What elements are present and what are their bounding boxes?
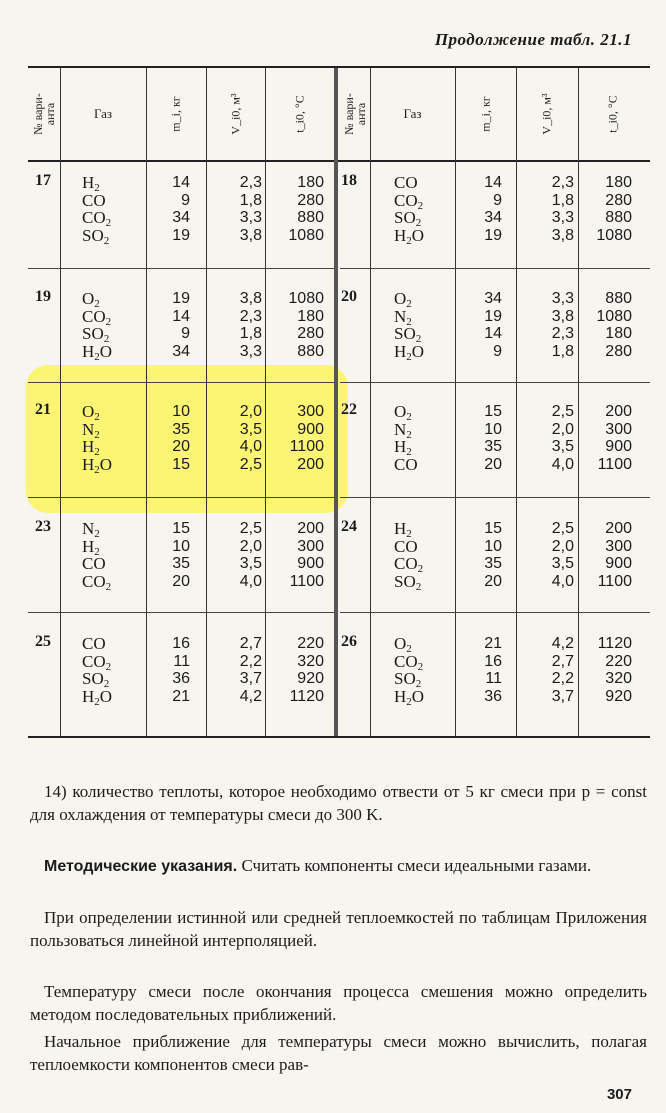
volume-value (518, 174, 574, 244)
volume-value-cell: 2,7 (551, 652, 574, 670)
paragraph-text: Считать компоненты смеси идеальными газами. (237, 856, 592, 875)
gas-formula-cell: S O 2 (394, 208, 422, 229)
temperature-value-cell: 920 (297, 670, 324, 687)
volume-value-cell: 2,5 (551, 520, 574, 537)
temperature-value-cell: 300 (605, 537, 632, 555)
gas-formula-cell: C O 2 (394, 190, 424, 212)
header-temp-label: t_i0, °C (605, 95, 620, 133)
temperature-value-cell: 1100 (597, 572, 632, 590)
gas-formula-cell: S O 2 (394, 324, 422, 345)
table-column-divider (265, 68, 266, 736)
gas-formula-cell: C O (394, 173, 418, 192)
mass-value-cell: 36 (172, 670, 190, 687)
paragraph-lead: Методические указания. (44, 858, 238, 875)
mass-value-cell: 14 (484, 325, 502, 342)
table-row-divider (28, 612, 334, 613)
volume-value (206, 174, 262, 244)
temperature-value-cell: 1120 (289, 687, 324, 705)
paragraph (30, 1030, 647, 1076)
volume-value-cell: 2,2 (239, 652, 262, 670)
volume-value-cell: 2,5 (239, 520, 262, 537)
gas-formula-cell: H 2 (82, 536, 100, 558)
volume-value-cell: 1,8 (551, 191, 574, 209)
gas-formula-cell: H 2 O (394, 225, 425, 247)
gas-formula (394, 289, 425, 363)
temperature-value (578, 635, 632, 705)
temperature-value-cell: 280 (605, 342, 632, 360)
paragraph (30, 854, 647, 878)
volume-value-cell: 3,8 (239, 290, 262, 307)
volume-value-cell: 2,7 (239, 635, 262, 652)
temperature-value-cell: 880 (605, 290, 632, 307)
header-gas (370, 70, 455, 158)
mass-value-cell: 10 (172, 537, 190, 555)
volume-value-cell: 2,5 (239, 455, 262, 473)
table-column-divider (455, 68, 456, 736)
gas-formula-cell: C O (82, 190, 106, 210)
header-mass (455, 70, 516, 158)
mass-value-cell: 35 (484, 438, 502, 455)
gas-formula-cell: N 2 (394, 419, 412, 441)
mass-value-cell: 19 (484, 307, 502, 325)
mass-value (148, 174, 190, 244)
variant-number: 23 (35, 518, 51, 535)
gas-formula (82, 173, 112, 247)
table-row-divider (28, 382, 334, 383)
volume-value-cell: 3,3 (239, 209, 262, 226)
volume-value-cell: 2,0 (551, 420, 574, 438)
mass-value-cell: 19 (172, 290, 190, 307)
volume-value-cell: 2,3 (239, 307, 262, 325)
mass-value-cell: 10 (172, 403, 190, 420)
mass-value (460, 520, 502, 590)
temperature-value-cell: 280 (297, 191, 324, 209)
temperature-value-cell: 1080 (596, 226, 632, 244)
temperature-value (578, 520, 632, 590)
mass-value-cell: 10 (484, 537, 502, 555)
temperature-value-cell: 880 (605, 209, 632, 226)
mass-value-cell: 19 (484, 226, 502, 244)
volume-value-cell: 3,5 (551, 438, 574, 455)
volume-value-cell: 3,7 (239, 670, 262, 687)
gas-formula-cell: S O 2 (394, 571, 422, 593)
mass-value-cell: 19 (172, 226, 190, 244)
header-volume-label: V_i0, м³ (539, 93, 554, 135)
variant-number: 25 (35, 633, 51, 650)
temperature-value-cell: 1100 (289, 572, 324, 590)
header-mass (146, 70, 206, 158)
variant-number: 18 (341, 172, 357, 189)
gas-formula-cell: H 2 (82, 173, 100, 194)
volume-value-cell: 3,3 (551, 209, 574, 226)
temperature-value-cell: 280 (297, 325, 324, 342)
volume-value-cell: 2,0 (239, 537, 262, 555)
volume-value-cell: 3,3 (239, 342, 262, 360)
mass-value-cell: 34 (172, 209, 190, 226)
volume-value-cell: 1,8 (551, 342, 574, 360)
gas-formula-cell: C O (394, 454, 418, 474)
temperature-value-cell: 1080 (288, 290, 324, 307)
variant-number: 22 (341, 401, 357, 418)
temperature-value-cell: 900 (605, 555, 632, 572)
mass-value (460, 403, 502, 473)
header-temp (578, 70, 648, 158)
variant-number: 19 (35, 288, 51, 305)
temperature-value-cell: 220 (297, 635, 324, 652)
gas-formula-cell: S O 2 (82, 225, 110, 247)
gas-formula (82, 289, 113, 363)
variant-number: 24 (341, 518, 357, 535)
mass-value-cell: 21 (484, 635, 502, 652)
volume-value-cell: 4,0 (239, 438, 262, 455)
gas-formula-cell: C O (82, 634, 106, 653)
temperature-value-cell: 900 (297, 420, 324, 438)
volume-value-cell: 2,3 (551, 325, 574, 342)
volume-value (518, 290, 574, 360)
temperature-value-cell: 220 (605, 652, 632, 670)
paragraph-text: Начальное приближение для температуры смеси можно вычислить, полагая теплоемкости компонентов смеси рав- (30, 1032, 647, 1074)
mass-value-cell: 15 (484, 403, 502, 420)
header-variant-label: № вари- анта (31, 93, 58, 135)
table-bottom-rule (28, 736, 650, 738)
temperature-value-cell: 320 (297, 652, 324, 670)
table-row-divider (28, 497, 334, 498)
header-volume (516, 70, 578, 158)
volume-value-cell: 2,2 (551, 670, 574, 687)
mass-value-cell: 9 (493, 191, 502, 209)
volume-value-cell: 3,5 (551, 555, 574, 572)
header-mass-label: m_i, кг (168, 96, 183, 132)
temperature-value (578, 290, 632, 360)
mass-value-cell: 14 (172, 174, 190, 191)
volume-value-cell: 2,0 (551, 537, 574, 555)
header-variant (340, 70, 370, 158)
gas-formula-cell: C O (394, 536, 418, 556)
mass-value-cell: 16 (484, 652, 502, 670)
gas-formula-cell: H 2 O (82, 341, 113, 363)
table-row-divider (340, 268, 650, 269)
volume-value (206, 403, 262, 473)
gas-formula (394, 634, 425, 708)
volume-value-cell: 3,8 (551, 226, 574, 244)
gas-formula (82, 519, 112, 593)
mass-value-cell: 9 (493, 342, 502, 360)
gas-formula-cell: H 2 (82, 437, 100, 458)
table-column-divider (516, 68, 517, 736)
temperature-value-cell: 1080 (596, 307, 632, 325)
gas-formula-cell: C O 2 (394, 651, 424, 673)
table-row-divider (28, 268, 334, 269)
variant-number: 17 (35, 172, 51, 189)
temperature-value (270, 520, 324, 590)
volume-value-cell: 4,2 (239, 687, 262, 705)
mass-value-cell: 14 (484, 174, 502, 191)
table-column-divider (60, 68, 61, 736)
mass-value (148, 290, 190, 360)
mass-value (460, 635, 502, 705)
temperature-value-cell: 300 (297, 537, 324, 555)
gas-formula-cell: C O 2 (82, 208, 112, 229)
temperature-value-cell: 180 (605, 325, 632, 342)
mass-value-cell: 9 (181, 325, 190, 342)
volume-value-cell: 4,0 (551, 455, 574, 473)
header-gas (60, 70, 146, 158)
volume-value-cell: 1,8 (239, 191, 262, 209)
gas-formula (394, 519, 424, 593)
gas-formula-cell: C O 2 (82, 306, 112, 328)
gas-formula-cell: N 2 (394, 306, 412, 328)
volume-value (518, 635, 574, 705)
gas-formula-cell: H 2 O (394, 686, 425, 708)
header-variant-label: № вари- анта (342, 93, 369, 135)
volume-value-cell: 2,5 (551, 403, 574, 420)
header-variant (28, 70, 60, 158)
paragraph-text: При определении истинной или средней теплоемкостей по таблицам Приложения пользоваться линейной интерполяцией. (30, 908, 647, 950)
volume-value-cell: 1,8 (239, 325, 262, 342)
gas-formula-cell: H 2 O (394, 341, 425, 363)
gas-formula-cell: H 2 O (82, 686, 113, 708)
volume-value-cell: 3,3 (551, 290, 574, 307)
volume-value (206, 635, 262, 705)
temperature-value-cell: 300 (297, 403, 324, 420)
temperature-value-cell: 1100 (289, 438, 324, 455)
gas-formula (394, 403, 418, 473)
mass-value-cell: 20 (484, 455, 502, 473)
table-top-rule (28, 66, 650, 68)
temperature-value (270, 403, 324, 473)
temperature-value-cell: 180 (605, 174, 632, 191)
gas-formula-cell: O 2 (394, 289, 412, 310)
gas-formula-cell: N 2 (82, 519, 100, 540)
header-temp-label: t_i0, °C (292, 95, 307, 133)
volume-value-cell: 3,7 (551, 687, 574, 705)
temperature-value-cell: 1120 (597, 635, 632, 652)
gas-formula-cell: O 2 (82, 289, 100, 310)
header-gas-label: Газ (93, 106, 113, 121)
volume-value (518, 403, 574, 473)
volume-value-cell: 4,2 (551, 635, 574, 652)
variant-number: 26 (341, 633, 357, 650)
temperature-value (270, 290, 324, 360)
header-temp (265, 70, 334, 158)
volume-value-cell: 2,0 (239, 403, 262, 420)
mass-value-cell: 15 (484, 520, 502, 537)
temperature-value-cell: 180 (297, 307, 324, 325)
mass-value (148, 520, 190, 590)
paragraph (30, 780, 647, 826)
gas-formula-cell: N 2 (82, 419, 100, 441)
gas-formula-cell: S O 2 (394, 669, 422, 690)
mass-value-cell: 9 (181, 191, 190, 209)
volume-value-cell: 3,5 (239, 420, 262, 438)
temperature-value-cell: 200 (605, 520, 632, 537)
volume-value (206, 290, 262, 360)
temperature-value-cell: 180 (297, 174, 324, 191)
mass-value-cell: 20 (172, 438, 190, 455)
paragraph (30, 980, 647, 1026)
temperature-value-cell: 280 (605, 191, 632, 209)
table-row-divider (340, 497, 650, 498)
temperature-value-cell: 320 (605, 670, 632, 687)
temperature-value-cell: 300 (605, 420, 632, 438)
gas-formula-cell: S O 2 (82, 324, 110, 345)
mass-value (148, 635, 190, 705)
gas-formula-cell: O 2 (394, 634, 412, 655)
variant-number: 20 (341, 288, 357, 305)
temperature-value (270, 174, 324, 244)
header-volume (206, 70, 265, 158)
table-row-divider (340, 612, 650, 613)
mass-value-cell: 34 (484, 209, 502, 226)
mass-value-cell: 15 (172, 520, 190, 537)
volume-value-cell: 2,3 (551, 174, 574, 191)
volume-value-cell: 4,0 (239, 572, 262, 590)
header-gas-label: Газ (403, 106, 422, 121)
table-column-divider (370, 68, 371, 736)
temperature-value-cell: 880 (297, 342, 324, 360)
gas-formula-cell: C O 2 (82, 571, 112, 593)
paragraph-text: Температуру смеси после окончания процесса смешения можно определить методом последовательных приближений. (30, 982, 647, 1024)
mass-value (460, 290, 502, 360)
temperature-value-cell: 1100 (597, 455, 632, 473)
mass-value-cell: 20 (484, 572, 502, 590)
temperature-value (578, 403, 632, 473)
mass-value-cell: 35 (484, 555, 502, 572)
gas-formula-cell: O 2 (82, 402, 100, 423)
table-header-rule (28, 160, 650, 162)
mass-value-cell: 20 (172, 572, 190, 590)
volume-value-cell: 3,8 (551, 307, 574, 325)
mass-value-cell: 10 (484, 420, 502, 438)
gas-formula (394, 173, 425, 247)
volume-value (518, 520, 574, 590)
volume-value (206, 520, 262, 590)
gas-formula-cell: H 2 O (82, 454, 113, 476)
volume-value-cell: 3,8 (239, 226, 262, 244)
mass-value-cell: 14 (172, 307, 190, 325)
paragraph (30, 906, 647, 952)
temperature-value-cell: 1080 (288, 226, 324, 244)
volume-value-cell: 2,3 (239, 174, 262, 191)
mass-value (148, 403, 190, 473)
temperature-value-cell: 920 (605, 687, 632, 705)
gas-formula-cell: O 2 (394, 402, 412, 423)
temperature-value-cell: 900 (605, 438, 632, 455)
gas-formula (82, 402, 113, 476)
gas-formula (82, 634, 113, 708)
table-column-divider (146, 68, 147, 736)
temperature-value-cell: 880 (297, 209, 324, 226)
mass-value-cell: 34 (484, 290, 502, 307)
mass-value-cell: 35 (172, 420, 190, 438)
gas-formula-cell: H 2 (394, 519, 412, 540)
mass-value-cell: 15 (172, 455, 190, 473)
gas-formula-cell: C O (82, 554, 106, 573)
volume-value-cell: 3,5 (239, 555, 262, 572)
paragraph-text: 14) количество теплоты, которое необходимо отвести от 5 кг смеси при p = const для охлаждения от температуры смеси до 300 K. (30, 782, 647, 824)
mass-value (460, 174, 502, 244)
mass-value-cell: 16 (172, 635, 190, 652)
variant-number: 21 (35, 401, 51, 418)
temperature-value (270, 635, 324, 705)
mass-value-cell: 36 (484, 687, 502, 705)
gas-formula-cell: H 2 (394, 437, 412, 458)
gas-formula-cell: S O 2 (82, 669, 110, 690)
temperature-value-cell: 200 (297, 455, 324, 473)
page-number: 307 (606, 1086, 632, 1103)
page-heading: Продолжение табл. 21.1 (434, 30, 632, 49)
mass-value-cell: 11 (173, 652, 190, 670)
mass-value-cell: 34 (172, 342, 190, 360)
volume-value-cell: 4,0 (551, 572, 574, 590)
temperature-value-cell: 200 (605, 403, 632, 420)
temperature-value-cell: 900 (297, 555, 324, 572)
gas-formula-cell: C O 2 (394, 554, 424, 575)
header-volume-label: V_i0, м³ (228, 93, 243, 135)
mass-value-cell: 35 (172, 555, 190, 572)
mass-value-cell: 11 (485, 670, 502, 687)
mass-value-cell: 21 (172, 687, 190, 705)
header-mass-label: m_i, кг (478, 96, 493, 132)
gas-formula-cell: C O 2 (82, 651, 112, 673)
table-row-divider (340, 382, 650, 383)
temperature-value (578, 174, 632, 244)
temperature-value-cell: 200 (297, 520, 324, 537)
